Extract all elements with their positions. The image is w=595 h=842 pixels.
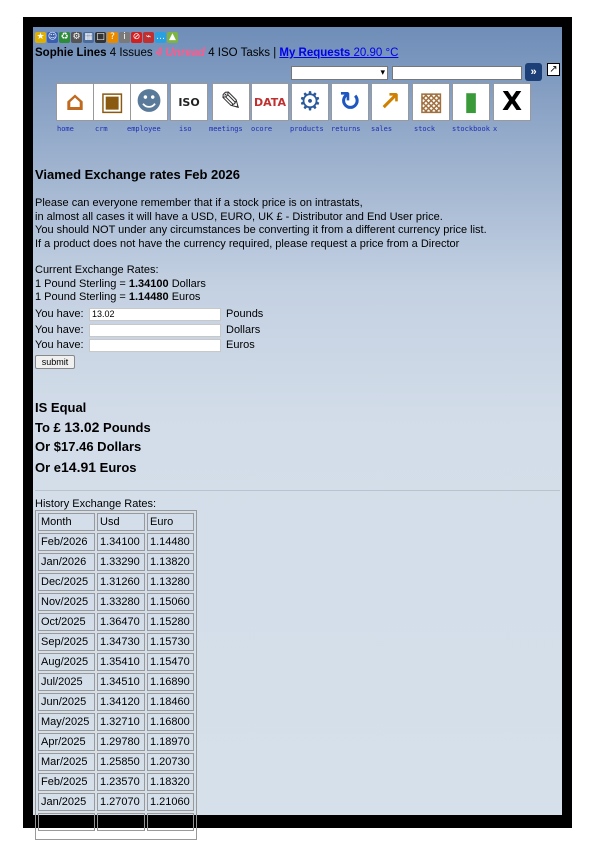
table-cell: Dec/2025: [38, 573, 95, 591]
result-euros-value: 14.91: [61, 459, 97, 475]
table-cell: Jun/2025: [38, 693, 95, 711]
table-cell: 1.31260: [97, 573, 145, 591]
table-cell: Jul/2025: [38, 673, 95, 691]
dollars-input[interactable]: [89, 324, 221, 337]
table-cell: 1.23570: [97, 773, 145, 791]
iso-tasks-count[interactable]: 4 ISO Tasks |: [205, 47, 280, 59]
rate-usd: 1 Pound Sterling = 1.34100 Dollars: [35, 277, 206, 290]
table-cell: 1.18320: [147, 773, 194, 791]
temperature-link[interactable]: 20.90 °C: [350, 47, 399, 59]
table-row: [38, 693, 194, 711]
dollars-row: [35, 324, 84, 336]
external-link-icon[interactable]: ↗: [547, 63, 560, 76]
table-cell: 1.34120: [97, 693, 145, 711]
table-cell: May/2025: [38, 713, 95, 731]
table-cell: Mar/2025: [38, 753, 95, 771]
window-icon[interactable]: □: [96, 32, 105, 42]
rates-heading: Current Exchange Rates:: [35, 264, 159, 276]
nav-crm-label[interactable]: crm: [95, 125, 108, 133]
result-dollars: Or $17.46 Dollars: [35, 439, 142, 454]
euros-row: [35, 339, 84, 351]
x-icon: X: [493, 83, 531, 121]
table-cell: 1.36470: [97, 613, 145, 631]
table-cell: Apr/2025: [38, 733, 95, 751]
pounds-input[interactable]: 13.02: [89, 308, 221, 321]
meetings-icon: ✎: [212, 83, 250, 121]
column-header: Euro: [147, 513, 194, 531]
table-cell: 1.16800: [147, 713, 194, 731]
table-cell: 1.21060: [147, 793, 194, 811]
notice-text: [35, 197, 487, 251]
current-rates: [35, 264, 206, 305]
result-pounds-value: 13.02: [64, 419, 100, 435]
notice-line: Please can everyone remember that if a stock price is on intrastats,: [35, 197, 363, 209]
nav-meetings-button[interactable]: [212, 83, 250, 121]
gear-icon[interactable]: ⚙: [72, 32, 81, 42]
app-page: [33, 27, 562, 828]
no-entry-icon[interactable]: ⊘: [132, 32, 141, 42]
table-cell: 1.15470: [147, 653, 194, 671]
table-row: [38, 733, 194, 751]
search-input[interactable]: [392, 66, 522, 80]
nav-sales-label[interactable]: sales: [371, 125, 393, 133]
nav-home-label[interactable]: home: [57, 125, 74, 133]
nav-stockbook-button[interactable]: [452, 83, 490, 121]
table-cell: 1.26620: [97, 813, 145, 831]
table-cell: 1.35410: [97, 653, 145, 671]
table-cell: Sep/2025: [38, 633, 95, 651]
dollars-unit-label: Dollars: [226, 324, 261, 336]
nav-products-button[interactable]: [291, 83, 329, 121]
column-header: Month: [38, 513, 95, 531]
table-row: [38, 633, 194, 651]
rate-eur-value: 1.14480: [128, 291, 169, 303]
you-have-label: You have:: [35, 308, 84, 320]
table-cell: 1.34510: [97, 673, 145, 691]
grid-icon[interactable]: ▦: [84, 32, 93, 42]
nav-iso-button[interactable]: [170, 83, 208, 121]
nav-employee-label[interactable]: employee: [127, 125, 161, 133]
table-row: [38, 553, 194, 571]
table-cell: 1.27070: [97, 793, 145, 811]
table-cell: 1.19960: [147, 813, 194, 831]
user-name[interactable]: Sophie Lines: [35, 47, 107, 59]
table-cell: 1.29780: [97, 733, 145, 751]
notice-line: You should NOT under any circumstances be converting it from a different currency price list.: [35, 224, 487, 236]
employee-icon: ☻: [130, 83, 168, 121]
people-icon[interactable]: ☺: [47, 32, 58, 42]
table-row-empty: [38, 833, 194, 837]
column-header: Usd: [97, 513, 145, 531]
chart-icon[interactable]: ⌁: [143, 32, 154, 43]
table-row: [38, 573, 194, 591]
table-cell: 1.33290: [97, 553, 145, 571]
table-cell: Feb/2025: [38, 773, 95, 791]
history-table: [35, 510, 197, 840]
quick-links-toolbar: [35, 32, 178, 45]
table-cell: Feb/2026: [38, 533, 95, 551]
pounds-unit-label: Pounds: [226, 308, 264, 320]
products-icon: ⚙: [291, 83, 329, 121]
notice-line: If a product does not have the currency required, please request a price from a Director: [35, 237, 460, 250]
sales-icon: ↗: [371, 83, 409, 121]
nav-stockbook-label[interactable]: stockbook: [452, 125, 490, 133]
you-have-label: You have:: [35, 339, 84, 351]
table-row: [38, 613, 194, 631]
table-header-row: [38, 513, 194, 531]
iso-icon: ISO: [170, 83, 208, 121]
table-row: [38, 653, 194, 671]
crm-icon: ▣: [93, 83, 131, 121]
table-cell: Nov/2025: [38, 593, 95, 611]
stockbook-icon: ▮: [452, 83, 490, 121]
table-cell: 1.14480: [147, 533, 194, 551]
nav-stock-button[interactable]: [412, 83, 450, 121]
nav-ocore-label[interactable]: ocore: [251, 125, 273, 133]
page-title: Viamed Exchange rates Feb 2026: [35, 167, 240, 182]
returns-icon: ↻: [331, 83, 369, 121]
table-row: [38, 793, 194, 811]
nav-x-button[interactable]: [493, 83, 531, 121]
nav-x-label[interactable]: x: [493, 125, 498, 133]
nav-home-button[interactable]: [56, 83, 94, 121]
table-row: [38, 753, 194, 771]
nav-iso-label[interactable]: iso: [179, 125, 192, 133]
nav-employee-button[interactable]: [130, 83, 168, 121]
table-cell: 1.16890: [147, 673, 194, 691]
result-euros: Or e14.91 Euros: [35, 459, 137, 475]
table-cell: 1.20730: [147, 753, 194, 771]
table-cell: 1.13280: [147, 573, 194, 591]
table-cell: Aug/2025: [38, 653, 95, 671]
unread-count[interactable]: 4 Unread: [155, 47, 206, 59]
rate-eur: 1 Pound Sterling = 1.14480 Euros: [35, 291, 201, 303]
home-icon: ⌂: [56, 83, 94, 121]
table-cell: 1.33280: [97, 593, 145, 611]
table-cell: Jan/2025: [38, 793, 95, 811]
help-icon[interactable]: ?: [107, 32, 118, 43]
table-cell: 1.15730: [147, 633, 194, 651]
star-icon[interactable]: ★: [36, 32, 45, 42]
nav-returns-button[interactable]: [331, 83, 369, 121]
euros-input[interactable]: [89, 339, 221, 352]
submit-button[interactable]: submit: [35, 355, 75, 369]
table-row: [38, 773, 194, 791]
nav-stock-label[interactable]: stock: [414, 125, 436, 133]
search-go-button[interactable]: »: [525, 63, 542, 81]
table-cell: Dec/2024: [38, 813, 95, 831]
chat-icon[interactable]: …: [156, 32, 165, 42]
table-cell: 1.25850: [97, 753, 145, 771]
rate-usd-value: 1.34100: [128, 277, 169, 290]
issues-count[interactable]: 4 Issues: [106, 47, 156, 59]
ocore-icon: DATA: [251, 83, 289, 121]
table-cell: 1.34100: [97, 533, 145, 551]
nav-crm-button[interactable]: [93, 83, 131, 121]
table-cell: 1.18460: [147, 693, 194, 711]
table-cell: 1.32710: [97, 713, 145, 731]
table-cell: 1.18970: [147, 733, 194, 751]
site-select[interactable]: [291, 66, 388, 80]
status-line: [35, 47, 398, 59]
table-cell: 1.15280: [147, 613, 194, 631]
nav-sales-button[interactable]: [371, 83, 409, 121]
pounds-row: [35, 308, 84, 320]
result-pounds: To £ 13.02 Pounds: [35, 419, 151, 435]
stock-icon: ▩: [412, 83, 450, 121]
table-cell: 1.34730: [97, 633, 145, 651]
nav-ocore-button[interactable]: [251, 83, 289, 121]
table-row: [38, 713, 194, 731]
euros-unit-label: Euros: [226, 339, 255, 351]
you-have-label: You have:: [35, 324, 84, 336]
divider: [35, 490, 560, 491]
table-cell: Oct/2025: [38, 613, 95, 631]
info-icon[interactable]: i: [119, 32, 130, 43]
result-dollars-value: 17.46: [61, 439, 94, 454]
android-icon[interactable]: ▲: [167, 32, 178, 43]
table-cell: 1.13820: [147, 553, 194, 571]
table-row: [38, 673, 194, 691]
nav-products-label[interactable]: products: [290, 125, 324, 133]
notice-line: in almost all cases it will have a USD, EURO, UK £ - Distributor and End User price.: [35, 210, 443, 223]
window-frame: [23, 17, 572, 828]
nav-meetings-label[interactable]: meetings: [209, 125, 243, 133]
my-requests-link[interactable]: My Requests: [279, 47, 351, 59]
result-heading: IS Equal: [35, 400, 87, 415]
nav-returns-label[interactable]: returns: [331, 125, 361, 133]
chevron-down-icon: ▾: [380, 67, 385, 77]
table-row: [38, 593, 194, 611]
recycle-icon[interactable]: ♻: [60, 32, 69, 42]
table-cell: Jan/2026: [38, 553, 95, 571]
table-row: [38, 533, 194, 551]
table-row: [38, 813, 194, 831]
history-label: History Exchange Rates:: [35, 498, 157, 510]
table-cell: 1.15060: [147, 593, 194, 611]
